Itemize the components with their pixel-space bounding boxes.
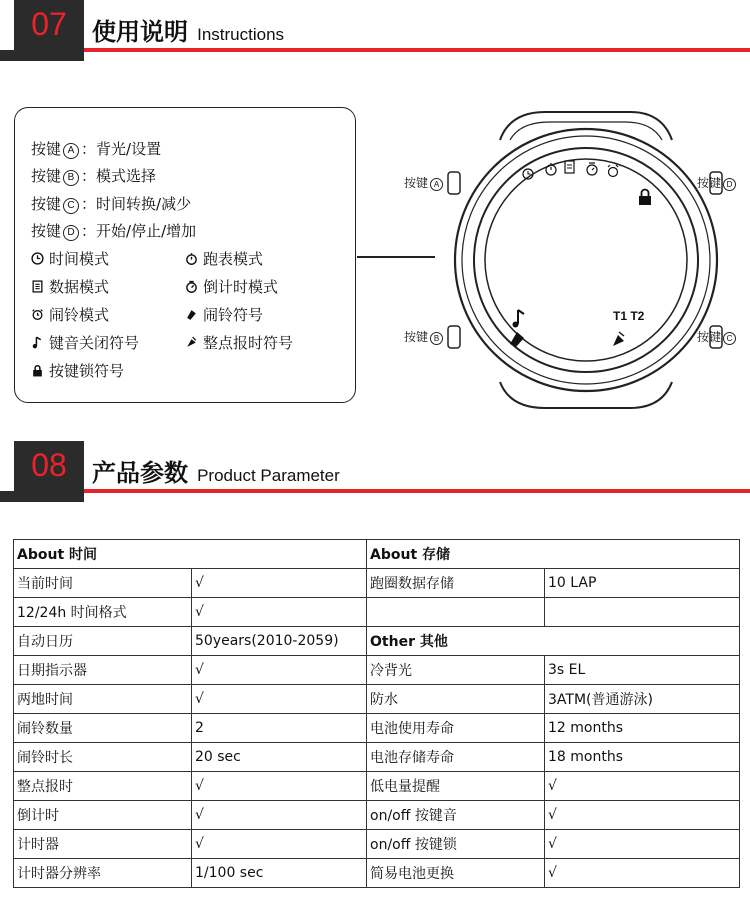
section-header-parameters xyxy=(0,441,750,505)
param-value: √ xyxy=(192,772,367,801)
key-prefix: 按键 xyxy=(31,195,62,213)
section-title-zh: 使用说明 xyxy=(92,18,188,46)
param-value: 3s EL xyxy=(545,656,740,685)
param-value: 1/100 sec xyxy=(192,859,367,888)
param-name: 两地时间 xyxy=(14,685,192,714)
button-d-letter: D xyxy=(723,178,736,191)
param-name: 冷背光 xyxy=(367,656,545,685)
param-name: 跑圈数据存储 xyxy=(367,569,545,598)
watch-outline xyxy=(410,100,750,420)
watch-button-c-label xyxy=(697,328,736,345)
key-a-line xyxy=(31,138,161,159)
param-name: 闹铃时长 xyxy=(14,743,192,772)
symbol-label: 闹铃模式 xyxy=(49,306,110,324)
param-name: 简易电池更换 xyxy=(367,859,545,888)
key-b-desc: ：模式选择 xyxy=(81,167,157,185)
dial-t1t2-label: T1 T2 xyxy=(613,309,645,323)
table-row xyxy=(14,540,740,569)
section-rule xyxy=(84,489,750,493)
section-number-badge xyxy=(14,0,84,50)
param-name: 自动日历 xyxy=(14,627,192,656)
alarm-icon xyxy=(31,308,44,321)
param-name: 电池使用寿命 xyxy=(367,714,545,743)
key-d-desc: ：开始/停止/增加 xyxy=(81,222,197,240)
key-prefix: 按键 xyxy=(31,167,62,185)
symbol-label: 键音关闭符号 xyxy=(49,334,140,352)
bell-icon xyxy=(185,308,198,321)
section-rule xyxy=(84,48,750,52)
param-value: 18 months xyxy=(545,743,740,772)
param-value xyxy=(545,598,740,627)
key-a-desc: ：背光/设置 xyxy=(81,140,162,158)
symbol-stopwatch-mode xyxy=(185,248,263,269)
table-row xyxy=(14,569,740,598)
instructions-legend xyxy=(14,107,356,403)
symbol-key-lock xyxy=(31,360,124,381)
symbol-alarm-sign xyxy=(185,304,263,325)
param-name: 低电量提醒 xyxy=(367,772,545,801)
key-c-desc: ：时间转换/减少 xyxy=(81,195,192,213)
symbol-label: 时间模式 xyxy=(49,250,110,268)
param-name: 计时器 xyxy=(14,830,192,859)
table-row xyxy=(14,714,740,743)
table-row xyxy=(14,656,740,685)
param-value: √ xyxy=(545,801,740,830)
symbol-label: 跑表模式 xyxy=(203,250,264,268)
table-row xyxy=(14,859,740,888)
param-value: √ xyxy=(192,685,367,714)
section-number-badge xyxy=(14,441,84,491)
param-value: √ xyxy=(192,569,367,598)
button-a-text: 按键 xyxy=(404,176,429,190)
timer-icon xyxy=(185,280,198,293)
clock-icon xyxy=(31,252,44,265)
watch-button-d-label xyxy=(697,174,736,191)
symbol-time-mode xyxy=(31,248,109,269)
param-value: √ xyxy=(192,801,367,830)
param-value: √ xyxy=(192,830,367,859)
section-number-shadow xyxy=(0,50,84,61)
param-value: 3ATM(普通游泳) xyxy=(545,685,740,714)
section-title-en: Product Parameter xyxy=(197,466,340,485)
param-name: 闹铃数量 xyxy=(14,714,192,743)
key-d-badge: D xyxy=(63,225,79,241)
table-row xyxy=(14,801,740,830)
watch-diagram xyxy=(404,100,750,420)
section-title-en: Instructions xyxy=(197,25,285,44)
symbol-label: 倒计时模式 xyxy=(203,278,279,296)
table-row xyxy=(14,743,740,772)
section-title-zh: 产品参数 xyxy=(92,459,188,487)
other-section-header: Other 其他 xyxy=(367,627,740,656)
param-value: 20 sec xyxy=(192,743,367,772)
param-name: 电池存储寿命 xyxy=(367,743,545,772)
param-name: on/off 按键音 xyxy=(367,801,545,830)
param-value: 50years(2010-2059) xyxy=(192,627,367,656)
watch-button-b-label xyxy=(404,328,443,345)
param-name: 倒计时 xyxy=(14,801,192,830)
param-name xyxy=(367,598,545,627)
table-row xyxy=(14,598,740,627)
symbol-timer-mode xyxy=(185,276,278,297)
param-name: 整点报时 xyxy=(14,772,192,801)
symbol-data-mode xyxy=(31,276,109,297)
button-c-text: 按键 xyxy=(697,330,722,344)
symbol-label: 按键锁符号 xyxy=(49,362,125,380)
param-value: 2 xyxy=(192,714,367,743)
key-b-line xyxy=(31,165,156,186)
param-name: 当前时间 xyxy=(14,569,192,598)
stopwatch-icon xyxy=(185,252,198,265)
param-name: 12/24h 时间格式 xyxy=(14,598,192,627)
table-row xyxy=(14,627,740,656)
section-title xyxy=(92,12,284,47)
param-value: √ xyxy=(545,859,740,888)
section-number: 08 xyxy=(31,447,67,483)
param-value: √ xyxy=(545,772,740,801)
symbol-label: 整点报时符号 xyxy=(203,334,294,352)
table-row xyxy=(14,685,740,714)
key-d-line xyxy=(31,220,196,241)
music-note-icon xyxy=(31,336,44,349)
button-c-letter: C xyxy=(723,332,736,345)
symbol-alarm-mode xyxy=(31,304,109,325)
key-a-badge: A xyxy=(63,143,79,159)
spec-table xyxy=(13,539,740,888)
button-b-letter: B xyxy=(430,332,443,345)
key-prefix: 按键 xyxy=(31,140,62,158)
param-name: 防水 xyxy=(367,685,545,714)
storage-section-header: About 存储 xyxy=(367,540,740,569)
chime-icon xyxy=(185,336,198,349)
table-row xyxy=(14,830,740,859)
symbol-label: 闹铃符号 xyxy=(203,306,264,324)
param-name: 日期指示器 xyxy=(14,656,192,685)
key-c-line xyxy=(31,193,191,214)
param-value: 10 LAP xyxy=(545,569,740,598)
section-number: 07 xyxy=(31,6,67,42)
button-b-text: 按键 xyxy=(404,330,429,344)
param-value: √ xyxy=(192,656,367,685)
symbol-hourly-chime xyxy=(185,332,293,353)
key-b-badge: B xyxy=(63,170,79,186)
table-row xyxy=(14,772,740,801)
section-header-instructions xyxy=(0,0,750,64)
data-icon xyxy=(31,280,44,293)
param-name: 计时器分辨率 xyxy=(14,859,192,888)
key-c-badge: C xyxy=(63,198,79,214)
param-value: √ xyxy=(192,598,367,627)
lock-icon xyxy=(31,364,44,377)
param-value: √ xyxy=(545,830,740,859)
watch-button-a-label xyxy=(404,174,443,191)
key-prefix: 按键 xyxy=(31,222,62,240)
section-number-shadow xyxy=(0,491,84,502)
param-name: on/off 按键锁 xyxy=(367,830,545,859)
button-d-text: 按键 xyxy=(697,176,722,190)
button-a-letter: A xyxy=(430,178,443,191)
section-title xyxy=(92,453,340,488)
symbol-label: 数据模式 xyxy=(49,278,110,296)
symbol-key-tone-off xyxy=(31,332,139,353)
param-value: 12 months xyxy=(545,714,740,743)
time-section-header: About 时间 xyxy=(14,540,367,569)
